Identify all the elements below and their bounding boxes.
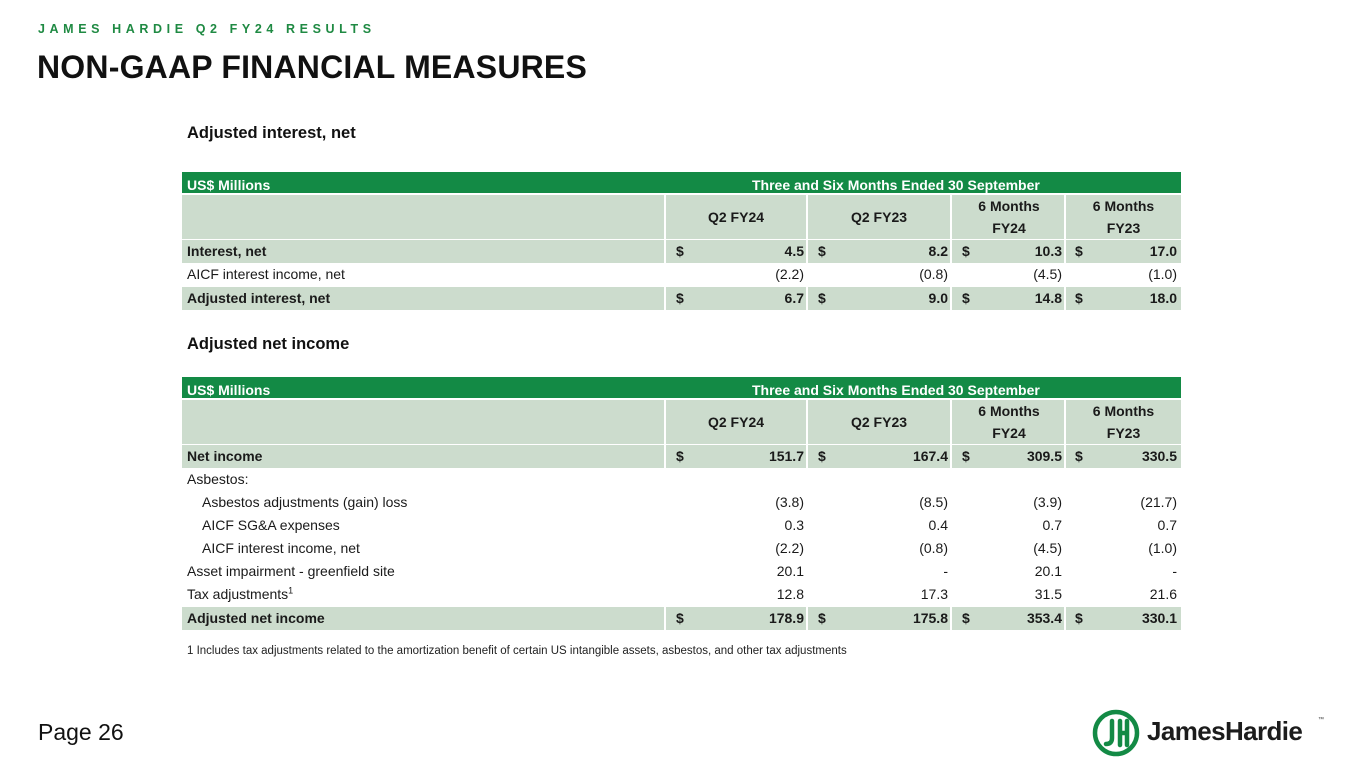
cell-value: (3.9)	[1033, 494, 1062, 510]
cell-value: (2.2)	[775, 266, 804, 282]
column-header	[666, 195, 806, 239]
column-header-line1: Q2 FY24	[707, 414, 765, 430]
row-label-text: Interest, net	[187, 243, 267, 259]
kicker: JAMES HARDIE Q2 FY24 RESULTS	[38, 22, 376, 36]
cell-value: 175.8	[912, 610, 948, 626]
cell-value: (4.5)	[1033, 266, 1062, 282]
row-label-text: AICF interest income, net	[187, 266, 345, 282]
row-label-text: Asbestos adjustments (gain) loss	[202, 494, 408, 510]
cell-value: 0.7	[1157, 517, 1177, 533]
logo-trademark: ™	[1318, 717, 1324, 723]
column-header-line1: 6 Months	[1092, 198, 1155, 214]
column-header	[952, 195, 1066, 239]
cell-value: 14.8	[1034, 290, 1062, 306]
row-label	[202, 491, 407, 514]
jh-monogram-icon	[1092, 709, 1140, 757]
row-label-text: Adjusted interest, net	[187, 290, 331, 306]
table-adjusted-net-income	[182, 377, 1181, 630]
cell-value: 10.3	[1034, 243, 1062, 259]
column-header-line2: FY23	[1106, 220, 1141, 236]
row-label	[202, 514, 340, 537]
row-label	[187, 583, 293, 606]
row-label	[187, 263, 345, 286]
cell-value: (0.8)	[919, 266, 948, 282]
table-row	[182, 263, 1181, 286]
period-span-label: Three and Six Months Ended 30 September	[752, 177, 1040, 193]
cell-value: (3.8)	[775, 494, 804, 510]
currency-symbol: $	[962, 610, 970, 626]
cell-value: 151.7	[768, 448, 804, 464]
table-row	[182, 491, 1181, 514]
currency-symbol: $	[676, 243, 684, 259]
cell-value: 18.0	[1149, 290, 1177, 306]
column-header-line1: Q2 FY23	[850, 209, 908, 225]
row-label	[187, 287, 330, 310]
page-title: NON-GAAP FINANCIAL MEASURES	[37, 49, 588, 85]
cell-value: 8.2	[928, 243, 948, 259]
james-hardie-logo	[1092, 709, 1328, 757]
table-row	[182, 583, 1181, 606]
row-label-text: Adjusted net income	[187, 610, 325, 626]
column-header-line1: 6 Months	[978, 198, 1040, 214]
row-label	[187, 607, 325, 630]
section-title-adjusted-net-income: Adjusted net income	[187, 335, 350, 353]
column-header-line2: FY24	[992, 425, 1026, 441]
cell-value: -	[943, 563, 948, 579]
currency-symbol: $	[818, 610, 826, 626]
row-label	[187, 560, 395, 583]
row-label-text: Asbestos:	[187, 471, 249, 487]
row-label	[187, 240, 266, 263]
currency-symbol: $	[676, 448, 684, 464]
currency-symbol: $	[818, 290, 826, 306]
table-row	[182, 445, 1181, 468]
cell-value: 21.6	[1149, 586, 1177, 602]
table-header-bar	[182, 377, 1181, 398]
cell-value: 12.8	[776, 586, 804, 602]
page-number: Page 26	[38, 719, 124, 745]
row-label-text: AICF interest income, net	[202, 540, 360, 556]
cell-value: 9.0	[928, 290, 948, 306]
cell-value: 0.3	[784, 517, 804, 533]
currency-symbol: $	[1075, 448, 1083, 464]
table-adjusted-interest	[182, 172, 1181, 310]
table-row	[182, 240, 1181, 263]
cell-value: (8.5)	[919, 494, 948, 510]
currency-symbol: $	[1075, 290, 1083, 306]
column-header	[808, 400, 950, 444]
column-header-line1: Q2 FY24	[707, 209, 765, 225]
cell-value: 330.5	[1141, 448, 1177, 464]
footnote-marker: 1	[288, 585, 294, 596]
section-title-adjusted-interest: Adjusted interest, net	[187, 124, 356, 142]
column-header	[666, 400, 806, 444]
row-label-text: AICF SG&A expenses	[202, 517, 340, 533]
currency-symbol: $	[676, 610, 684, 626]
cell-value: 4.5	[784, 243, 804, 259]
logo-wordmark: JamesHardie	[1147, 716, 1303, 746]
cell-value: (0.8)	[919, 540, 948, 556]
cell-value: 31.5	[1034, 586, 1062, 602]
column-header-line1: 6 Months	[978, 403, 1040, 419]
currency-symbol: $	[962, 290, 970, 306]
cell-value: 6.7	[784, 290, 804, 306]
column-header-line1: 6 Months	[1092, 403, 1155, 419]
cell-value: 167.4	[912, 448, 948, 464]
column-header-line2: FY23	[1106, 425, 1141, 441]
table-header-bar	[182, 172, 1181, 193]
column-header	[808, 195, 950, 239]
row-label	[187, 445, 262, 468]
cell-value: 178.9	[768, 610, 804, 626]
column-header-row	[182, 195, 1181, 239]
cell-value: 17.3	[920, 586, 948, 602]
cell-value: 17.0	[1149, 243, 1177, 259]
currency-symbol: $	[676, 290, 684, 306]
cell-value: (1.0)	[1148, 540, 1177, 556]
cell-value: 309.5	[1026, 448, 1062, 464]
currency-symbol: $	[962, 448, 970, 464]
row-label-text: Asset impairment - greenfield site	[187, 563, 395, 579]
cell-value: 353.4	[1026, 610, 1062, 626]
table-row	[182, 607, 1181, 630]
currency-symbol: $	[962, 243, 970, 259]
unit-label: US$ Millions	[187, 177, 271, 193]
cell-value: -	[1172, 563, 1177, 579]
table-row	[182, 468, 1181, 491]
column-header-line1: Q2 FY23	[850, 414, 908, 430]
table-row	[182, 560, 1181, 583]
cell-value: 330.1	[1141, 610, 1177, 626]
table-row	[182, 537, 1181, 560]
cell-value: 20.1	[1034, 563, 1062, 579]
column-header-line2: FY24	[992, 220, 1026, 236]
currency-symbol: $	[1075, 243, 1083, 259]
period-span-label: Three and Six Months Ended 30 September	[752, 382, 1040, 398]
row-label	[202, 537, 360, 560]
column-header	[1066, 195, 1181, 239]
row-label-text: Tax adjustments	[187, 586, 289, 602]
cell-value: (2.2)	[775, 540, 804, 556]
cell-value: 20.1	[776, 563, 804, 579]
cell-value: (4.5)	[1033, 540, 1062, 556]
table-row	[182, 514, 1181, 537]
row-label	[187, 468, 248, 491]
currency-symbol: $	[1075, 610, 1083, 626]
column-header	[952, 400, 1066, 444]
table-row	[182, 287, 1181, 310]
column-header-row	[182, 400, 1181, 444]
cell-value: 0.4	[928, 517, 948, 533]
footnote: 1 Includes tax adjustments related to the amortization benefit of certain US intangible assets, asbestos, and other tax adjustments	[187, 645, 847, 657]
cell-value: (1.0)	[1148, 266, 1177, 282]
row-label-text: Net income	[187, 448, 263, 464]
currency-symbol: $	[818, 243, 826, 259]
cell-value: 0.7	[1042, 517, 1062, 533]
unit-label: US$ Millions	[187, 382, 271, 398]
cell-value: (21.7)	[1140, 494, 1177, 510]
column-header	[1066, 400, 1181, 444]
currency-symbol: $	[818, 448, 826, 464]
